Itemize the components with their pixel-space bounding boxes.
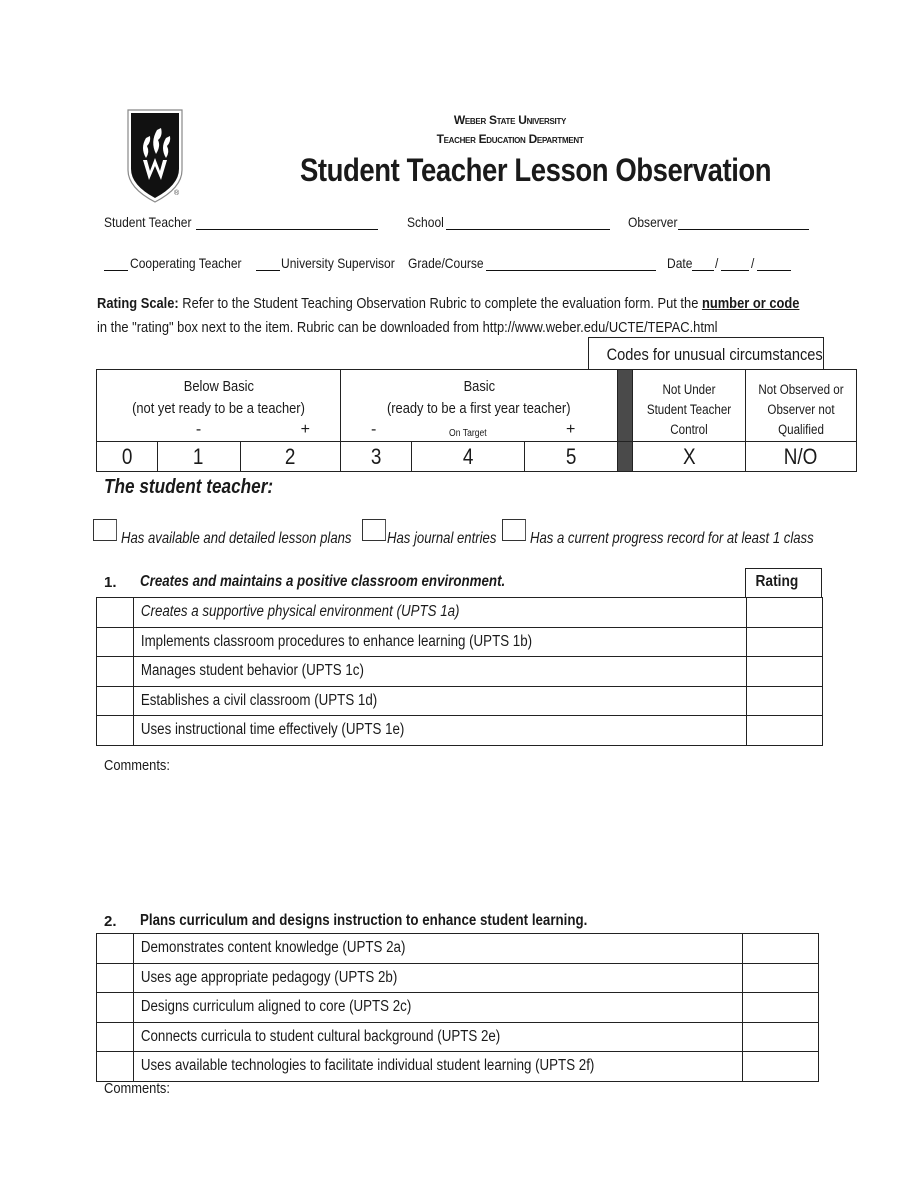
section-1-title: Creates and maintains a positive classroom environment.	[140, 573, 506, 590]
rating-cell[interactable]	[743, 1052, 819, 1082]
section-1-comments-label: Comments:	[104, 757, 170, 774]
scale-value-3: 3	[341, 442, 412, 472]
date-label: Date	[667, 255, 693, 271]
table-row	[97, 686, 823, 716]
basic-minus: -	[371, 421, 377, 439]
scale-value-2: 2	[240, 442, 341, 472]
department-name: Teacher Education Department	[436, 132, 584, 146]
journal-entries-label: Has journal entries	[387, 530, 497, 547]
grade-course-label: Grade/Course	[408, 255, 484, 271]
university-supervisor-label: University Supervisor	[281, 255, 395, 271]
below-basic-plus: +	[300, 421, 310, 439]
table-row	[97, 627, 823, 657]
item-text: Implements classroom procedures to enhance learning (UPTS 1b)	[140, 632, 533, 650]
rating-cell[interactable]	[747, 657, 823, 687]
progress-record-checkbox[interactable]	[502, 519, 526, 541]
table-row	[97, 1022, 819, 1052]
code-value-x: X	[633, 442, 746, 472]
item-text: Uses available technologies to facilitate individual student learning (UPTS 2f)	[140, 1057, 595, 1075]
section-1-comments-area[interactable]	[104, 780, 824, 900]
table-row	[97, 934, 819, 964]
basic-header: Basic (ready to be a first year teacher)	[341, 370, 618, 420]
scale-value-5: 5	[524, 442, 617, 472]
progress-record-label: Has a current progress record for at least 1 class	[530, 530, 814, 547]
rating-scale-line-1	[97, 295, 799, 312]
section-1-table	[96, 597, 823, 746]
code-not-observed-header: Not Observed or Observer not Qualified	[746, 370, 857, 442]
date-day-field[interactable]	[721, 270, 749, 271]
university-supervisor-blank[interactable]	[256, 270, 280, 271]
section-2-title: Plans curriculum and designs instruction to enhance student learning.	[140, 912, 588, 929]
rating-cell[interactable]	[747, 627, 823, 657]
rating-cell[interactable]	[747, 686, 823, 716]
section-2-comments-label: Comments:	[104, 1080, 170, 1097]
rating-cell[interactable]	[747, 598, 823, 628]
lesson-plans-checkbox[interactable]	[93, 519, 117, 541]
rating-scale-text: Refer to the Student Teaching Observation Rubric to complete the evaluation form. Put the	[178, 295, 702, 312]
table-row	[97, 993, 819, 1023]
university-name: Weber State University	[453, 113, 567, 127]
code-not-under-control-header: Not Under Student Teacher Control	[633, 370, 746, 442]
section-1-number: 1.	[104, 574, 117, 591]
date-year-field[interactable]	[757, 270, 791, 271]
rating-cell[interactable]	[743, 1022, 819, 1052]
code-value-no: N/O	[746, 442, 857, 472]
separator-shade	[618, 370, 633, 442]
rating-scale-table	[96, 369, 857, 472]
journal-entries-checkbox[interactable]	[362, 519, 386, 541]
observer-field[interactable]	[678, 229, 809, 230]
item-text: Connects curricula to student cultural background (UPTS 2e)	[140, 1027, 501, 1045]
rating-cell[interactable]	[743, 993, 819, 1023]
scale-value-0: 0	[97, 442, 158, 472]
rating-cell[interactable]	[743, 934, 819, 964]
rating-scale-emphasis: number or code	[701, 295, 800, 312]
rating-cell[interactable]	[747, 716, 823, 746]
rating-cell[interactable]	[743, 963, 819, 993]
item-text: Uses instructional time effectively (UPTS 1e)	[140, 721, 405, 739]
table-row	[97, 657, 823, 687]
cooperating-teacher-blank[interactable]	[104, 270, 128, 271]
date-separator: /	[715, 255, 719, 271]
scale-value-1: 1	[157, 442, 240, 472]
item-text: Designs curriculum aligned to core (UPTS 2c)	[140, 998, 412, 1016]
student-teacher-field[interactable]	[196, 229, 378, 230]
school-label: School	[407, 214, 444, 230]
rating-column-header: Rating	[745, 568, 822, 598]
section-2-table	[96, 933, 819, 1082]
cooperating-teacher-label: Cooperating Teacher	[130, 255, 242, 271]
table-row	[97, 963, 819, 993]
item-text: Demonstrates content knowledge (UPTS 2a)	[140, 939, 406, 957]
lesson-plans-label: Has available and detailed lesson plans	[121, 530, 352, 547]
separator-shade	[618, 442, 633, 472]
registered-mark: ®	[174, 190, 180, 197]
section-2-comments-area[interactable]	[104, 1100, 824, 1190]
section-2-number: 2.	[104, 913, 117, 930]
observer-label: Observer	[628, 214, 678, 230]
date-separator: /	[751, 255, 755, 271]
below-basic-minus: -	[195, 421, 202, 439]
rating-scale-line-2: in the "rating" box next to the item. Rubric can be downloaded from http://www.weber.edu/UCTE/TEPAC.html	[97, 319, 718, 336]
table-row	[97, 598, 823, 628]
item-text: Uses age appropriate pedagogy (UPTS 2b)	[140, 968, 398, 986]
student-teacher-label: Student Teacher	[104, 214, 192, 230]
student-teacher-heading: The student teacher:	[104, 476, 274, 498]
scale-value-4: 4	[412, 442, 525, 472]
basic-plus: +	[565, 421, 576, 439]
rating-scale-label: Rating Scale:	[97, 295, 179, 312]
date-month-field[interactable]	[692, 270, 714, 271]
grade-course-field[interactable]	[486, 270, 656, 271]
codes-title: Codes for unusual circumstances	[588, 337, 824, 370]
item-text: Establishes a civil classroom (UPTS 1d)	[140, 691, 378, 709]
below-basic-header: Below Basic (not yet ready to be a teacher)	[97, 370, 341, 420]
basic-on-target: On Target	[449, 428, 487, 439]
item-text: Manages student behavior (UPTS 1c)	[140, 662, 364, 680]
table-row	[97, 1052, 819, 1082]
school-field[interactable]	[446, 229, 610, 230]
item-text: Creates a supportive physical environment (UPTS 1a)	[140, 603, 460, 621]
table-row	[97, 716, 823, 746]
page-title: Student Teacher Lesson Observation	[300, 152, 772, 188]
